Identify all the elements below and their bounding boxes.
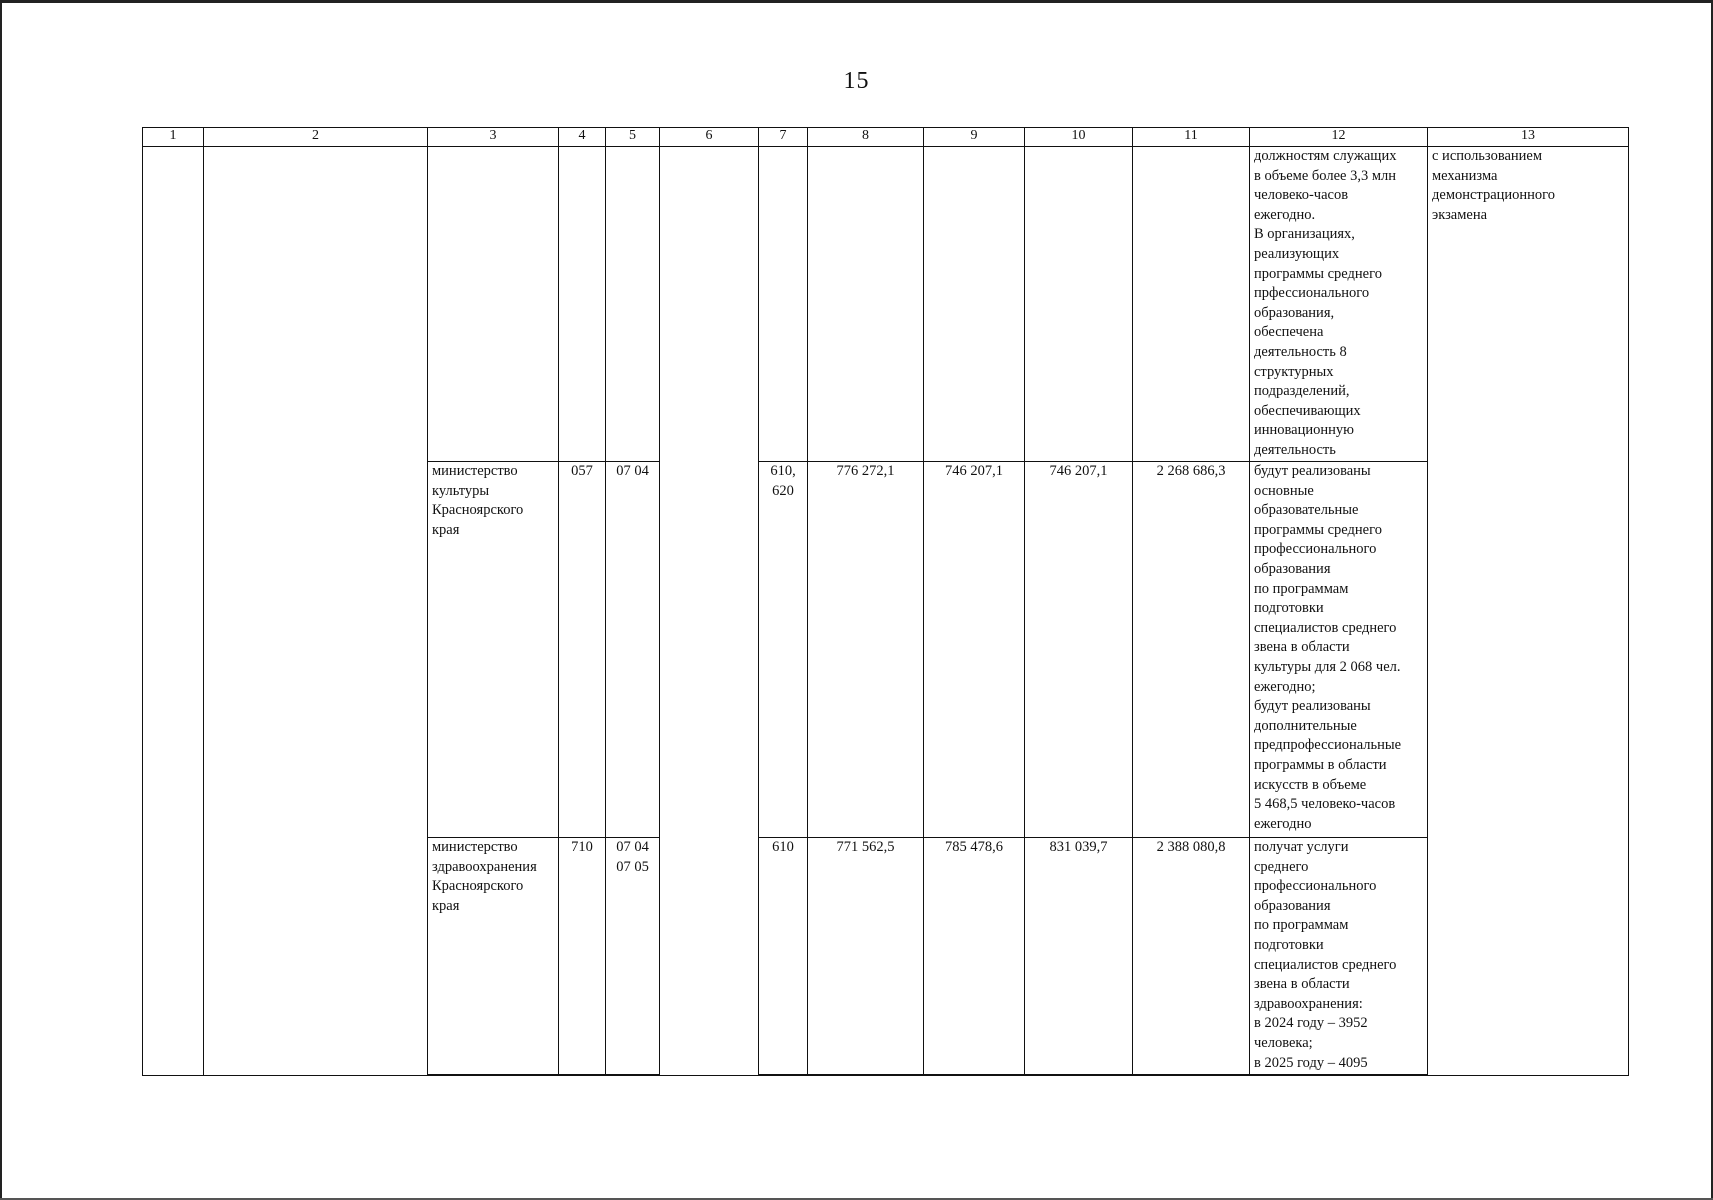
cell-col-9 [924, 147, 1025, 462]
scan-edge-top [0, 0, 1713, 3]
expense-type-code: 610, 620 [759, 462, 808, 838]
executor-name: министерство культуры Красноярского края [428, 462, 559, 838]
amount-2026: 746 207,1 [1025, 462, 1133, 838]
header-col-7: 7 [759, 128, 808, 147]
expense-type-code: 610 [759, 838, 808, 1076]
section-code: 07 04 [606, 462, 660, 838]
cell-col-7 [759, 147, 808, 462]
budget-table [142, 127, 1629, 1076]
cell-col-6 [660, 147, 759, 1076]
header-col-4: 4 [559, 128, 606, 147]
cell-col-4 [559, 147, 606, 462]
cell-col-10 [1025, 147, 1133, 462]
table-row [143, 147, 1629, 462]
cell-col-11 [1133, 147, 1250, 462]
page-number: 15 [843, 68, 870, 94]
header-col-1: 1 [143, 128, 204, 147]
header-col-3: 3 [428, 128, 559, 147]
amount-2026: 831 039,7 [1025, 838, 1133, 1076]
header-col-2: 2 [204, 128, 428, 147]
amount-2025: 746 207,1 [924, 462, 1025, 838]
amount-2024: 776 272,1 [808, 462, 924, 838]
cell-col-8 [808, 147, 924, 462]
amount-2025: 785 478,6 [924, 838, 1025, 1076]
amount-total: 2 268 686,3 [1133, 462, 1250, 838]
header-row [143, 128, 1629, 147]
cell-col-2 [204, 147, 428, 1076]
grbs-code: 057 [559, 462, 606, 838]
header-col-5: 5 [606, 128, 660, 147]
amount-2024: 771 562,5 [808, 838, 924, 1076]
cell-col-5 [606, 147, 660, 462]
executor-name: министерство здравоохранения Красноярского края [428, 838, 559, 1076]
cell-col-1 [143, 147, 204, 1076]
scan-edge-left [0, 0, 2, 1200]
header-col-13: 13 [1428, 128, 1629, 147]
header-col-6: 6 [660, 128, 759, 147]
result-text: получат услуги среднего профессионального образования по программам подготовки специалистов среднего звена в области здравоохранения: в 2024 году – 3952 человека; в 2025 году – 4095 [1250, 838, 1428, 1076]
indicator-text-continued: с использованием механизма демонстрационного экзамена [1428, 147, 1629, 1076]
header-col-9: 9 [924, 128, 1025, 147]
header-col-11: 11 [1133, 128, 1250, 147]
amount-total: 2 388 080,8 [1133, 838, 1250, 1076]
grbs-code: 710 [559, 838, 606, 1076]
header-col-8: 8 [808, 128, 924, 147]
section-code: 07 04 07 05 [606, 838, 660, 1076]
result-text: будут реализованы основные образовательные программы среднего профессионального образования по программам подготовки специалистов среднего звена в области культуры для 2 068 чел. ежегодно; будут реализованы дополнительные предпрофессиональные программы в области искусств в объеме 5 468,5 человеко-часов ежегодно [1250, 462, 1428, 838]
header-col-10: 10 [1025, 128, 1133, 147]
result-text-continued: должностям служащих в объеме более 3,3 млн человеко-часов ежегодно. В организациях, реализующих программы среднего прфессионального образования, обеспечена деятельность 8 структурных подразделений, обеспечивающих инновационную деятельность [1250, 147, 1428, 462]
header-col-12: 12 [1250, 128, 1428, 147]
cell-col-3 [428, 147, 559, 462]
